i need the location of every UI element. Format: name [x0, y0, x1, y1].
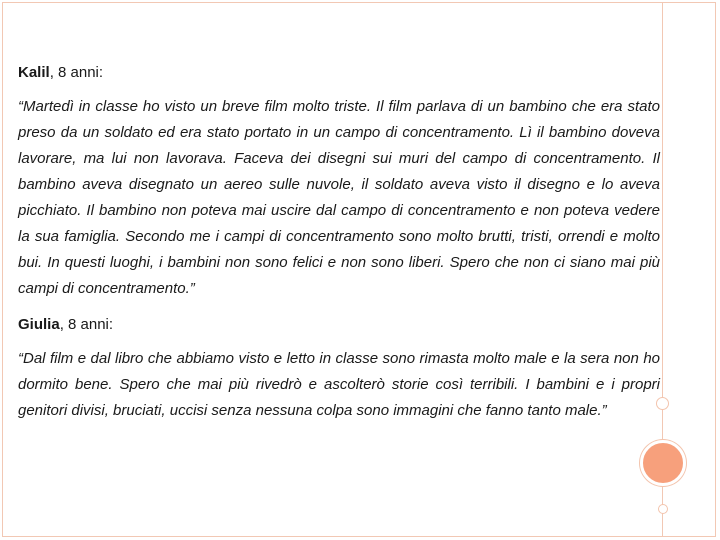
author-name: Kalil — [18, 64, 50, 81]
author-heading-giulia — [18, 312, 662, 338]
author-age: , 8 anni: — [49, 64, 104, 81]
decorative-large-circle — [640, 440, 686, 486]
author-name: Giulia — [18, 316, 60, 333]
author-heading-kalil — [18, 60, 662, 86]
quote-giulia: “Dal film e dal libro che abbiamo visto e letto in classe sono rimasta molto male e la sera non ho dormito bene. Spero che mai più rivedrò e ascolterò storie così terribili. I bambini e i propri genitori divisi, bruciati, uccisi senza nessuna colpa sono immagini che fanno tanto male.” — [18, 350, 660, 419]
slide-content — [18, 60, 662, 434]
decorative-small-circle-bottom — [658, 504, 668, 514]
author-age: , 8 anni: — [59, 316, 114, 333]
quote-kalil: “Martedì in classe ho visto un breve film molto triste. Il film parlava di un bambino che era stato preso da un soldato ed era stato portato in un campo di concentramento. Lì il bambino doveva lavorare, ma lui non lavorava. Faceva dei disegni sui muri del campo di concentramento. Il bambino aveva disegnato un aereo sulle nuvole, il soldato aveva visto il disegno e lo aveva picchiato. Il bambino non poteva mai uscire dal campo di concentramento e non poteva vedere la sua famiglia. Secondo me i campi di concentramento sono molto brutti, tristi, orrendi e molto bui. In questi luoghi, i bambini non sono felici e non sono liberi. Spero che non ci siano mai più campi di concentramento.” — [18, 98, 660, 297]
